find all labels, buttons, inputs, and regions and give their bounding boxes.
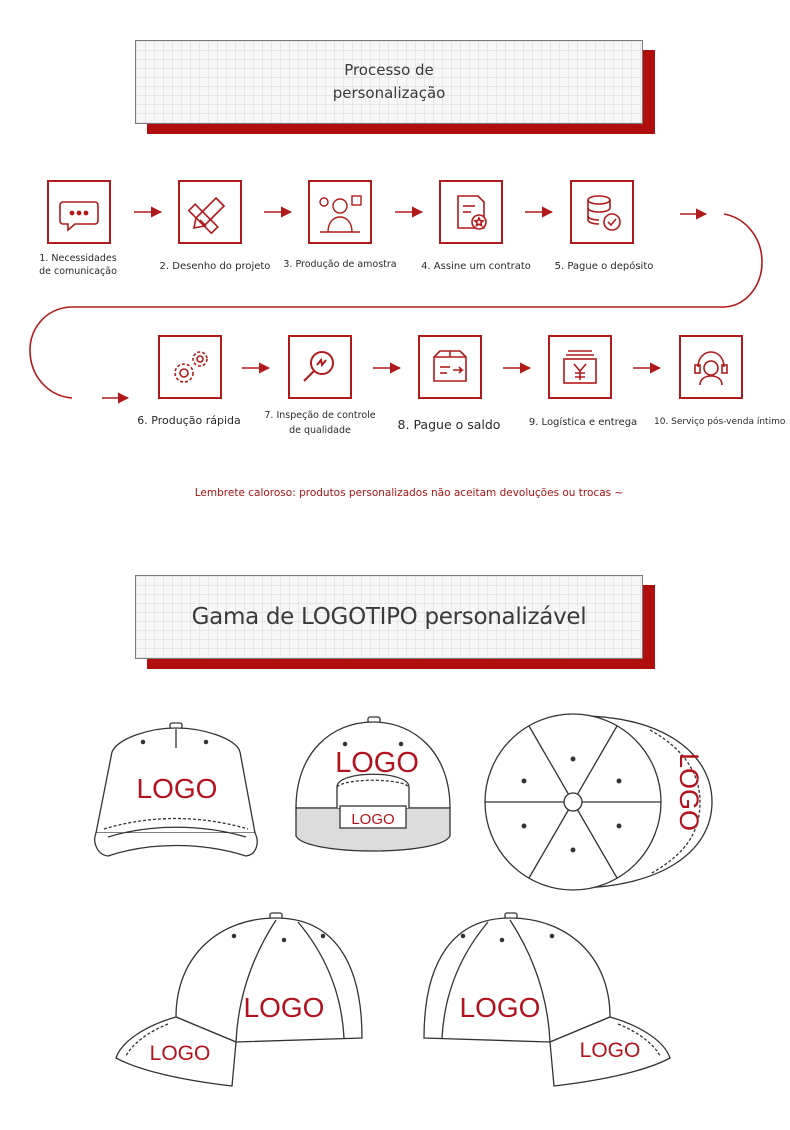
step-2-label: 2. Desenho do projeto (159, 261, 271, 272)
logo-cap-front: LOGO (136, 773, 218, 804)
logo-cap-side-right-panel: LOGO (459, 992, 541, 1023)
step-6-label: 6. Produção rápida (137, 414, 241, 427)
step-3-label: 3. Produção de amostra (283, 259, 397, 270)
logo-cap-side-left-panel: LOGO (243, 992, 325, 1023)
step-7-label: 7. Inspeção de controle de qualidade (264, 410, 376, 436)
logo-cap-side-left-brim: LOGO (149, 1042, 211, 1065)
step-10-label: 10. Serviço pós-venda íntimo (654, 417, 786, 427)
reminder-text: Lembrete caloroso: produtos personalizados não aceitam devoluções ou trocas ~ (194, 487, 624, 499)
logo-cap-back-upper: LOGO (335, 747, 419, 779)
logo-range-title: Gama de LOGOTIPO personalizável (191, 604, 587, 630)
step-1-label: 1. Necessidades de comunicação (39, 253, 117, 277)
step-5-label: 5. Pague o depósito (554, 261, 654, 272)
step-8-label: 8. Pague o saldo (397, 417, 501, 432)
process-title: Processo de personalização (332, 61, 446, 102)
cap-back-view (296, 717, 450, 851)
logo-cap-top-brim: LOGO (674, 752, 704, 832)
logo-cap-back-strap: LOGO (351, 811, 395, 828)
step-4-label: 4. Assine um contrato (421, 261, 531, 272)
logo-cap-side-right-brim: LOGO (579, 1039, 641, 1062)
step-9-label: 9. Logística e entrega (528, 417, 638, 428)
